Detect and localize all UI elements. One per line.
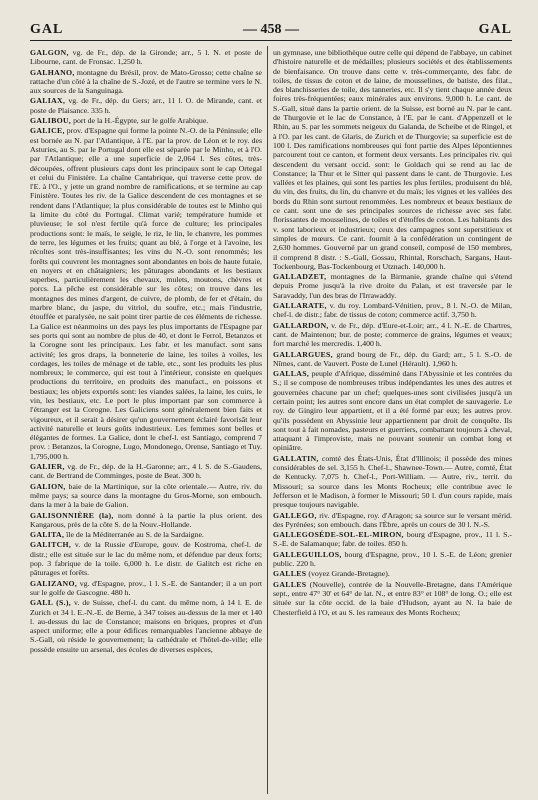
right-column bbox=[273, 48, 512, 796]
entry-text: riv. d'Espagne, roy. d'Aragon; sa source sur le versant mérid. des Pyrénées; son embouch. dans l'Èbre, après un cours de 30 l. N.-S. bbox=[273, 510, 512, 529]
entry-text: bourg d'Espagne, prov., 11 l. S.-S.-E. de Salamanque; fabr. de toiles. 850 h. bbox=[273, 530, 512, 549]
entry-text: île de la Méditerranée au S. de la Sardaigne. bbox=[64, 530, 204, 540]
entry-headword: GALICE, bbox=[30, 126, 65, 136]
dictionary-entry bbox=[30, 530, 262, 539]
header-left-word: GAL bbox=[30, 22, 64, 37]
header-right-word: GAL bbox=[478, 22, 512, 37]
entry-headword: GALISONNIÈRE (la), bbox=[30, 510, 114, 520]
entry-headword: GALLEGO, bbox=[273, 510, 317, 520]
entry-text: prov. d'Espagne qui forme la pointe N.-O. de la Péninsule; elle est bornée au N. par l'Atlantique, à l'E. par la prov. de Léon et le roy. des Asturies, au S. par le Portugal dont elle est séparée par le Minho, et à l'O. par l'Atlantique; elle a une superficie de 2,064 l. Ses côtes, très-découpées, offrent plusieurs caps dont les principaux sont le cap Ortegal et celui du Finistère. La chaîne Cantabrique, qui traverse cette prov. de l'E. à l'O., y jette un grand nombre de ramifications, et se termine au cap Finistère. Toutes les riv. de la Galice descendent de ces montagnes et se rendent dans l'Atlantique; la plus considérable de toutes est le Minho qui la limite du côté du Portugal. Climat varié; température humide et pluvieuse; le sol n'est fertile qu'à force de culture; les principales productions sont: le maïs, le seigle, le riz, le lin, le chanvre, les pommes de terre, les légumes et les fruits; quant au blé, à l'orge et à l'avoine, les récoltes sont très-insuffisantes; les vins du N.-O. sont renommés; les forêts qui couvrent les montagnes sont abondantes en bois de haute futaie, en noyers et en châtaigniers; les pâturages abondants et les bestiaux superbes, particulièrement les chevaux, mulets, moutons, chèvres et porcs. La pêche est considérable sur les côtes; on trouve dans les montagnes des mines d'argent, de cuivre, de plomb, de fer et d'étain, du marbre blanc, du jaspe, du vitriol, du soufre, etc.; mais l'industrie, étouffée et paralysée, ne sait point tirer partie de ces éléments de richesse. La Galice est néanmoins un des pays les plus importants de l'Espagne par ses ports qui sont au nombre de plus de 40, et dont le Ferrol, Betanzos et la Corogne sont les principaux. Les fabr. et les manufact. sont sans activité; les gros draps, la bonneterie de laine, les toiles à voiles, les cordages, les toiles de ménage et de table, etc., sont les produits les plus nombreux; le commerce, qui est tout à l'intérieur, consiste en quelques productions du territoire, en produits des manufact., en poissons et bestiaux; les objets exportés sont: les viandes salées, la laine, les cuirs, le vin, les bestiaux, etc. Le port le plus important par son commerce à l'étranger est la Corogne. Les Galiciens sont généralement bien faits et vigoureux, et il serait à désirer qu'un gouvernement éclairé favorisât leur activité naturelle et leurs goûts industrieux. Les femmes sont belles et élégantes de formes. La Galice, dont le chef-l. est Santiago, comprend 7 prov. : Betanzos, la Corogne, Lugo, Mondonego, Orense, Santiago et Tuy. 1,795,000 h. bbox=[30, 126, 262, 461]
entry-text: v. du roy. Lombard-Vénitien, prov., 8 l. N.-O. de Milan, chef-l. de distr.; fabr. de tissus de coton; commerce actif. 3,750 h. bbox=[273, 301, 512, 320]
entry-headword: GALGON, bbox=[30, 48, 69, 57]
entry-headword: GALLADZET, bbox=[273, 272, 327, 282]
entry-headword: GALIER, bbox=[30, 462, 65, 472]
entry-headword: GALIZANO, bbox=[30, 578, 78, 588]
entry-text: un gymnase, une bibliothèque outre celle qui dépend de l'abbaye, un cabinet d'histoire naturelle et de médailles; plusieurs sociétés et des établissements de bienfaisance. On trouve dans cette v. très-commerçante, des fabr. de toiles, de tissus de coton et de laine, de mousselines, de batiste, des filat., des blanchisseries de toile, des tanneries, etc. Il s'y tient chaque année deux foires très-fréquentées; eaux minérales aux environs. 9,000 h. Le cant. de S.-Gall, situé dans la partie orient. de la Suisse, est borné au N. par le cant. de Thurgovie et le lac de Constance, à l'E. par le cant. d'Appenzell et le Rhin, au S. par les sommets neigeux du Galanda, de Scheibe et de Ringel, et à l'O. par les cant. de Glaris, de Zurich et de Thurgovie; sa superficie est de 100 l. Des ramifications nombreuses qui font partie des Alpes lépontiennes parcourent tout ce canton, et forment deux versants. Les principales riv. qui descendent du versant occid. sont: le Goldach qui se rend au lac de Constance; la Thur et le Sitter qui passent dans le cant. de Thurgovie. Les vallées et les plaines, qui sont les parties les plus fertiles, produisent du blé, du vin, des fruits, du lin, du chanvre et du maïs; les vignes et les vallées des bords du Rhin sont surtout renommées. Les nombreux et beaux bestiaux de ce cant. sont une de ses principales sources de richesse avec ses fabr. florissantes de mousselines, de toiles et d'étoffes de coton. Les habitants des v. sont laborieux et industrieux; ceux des campagnes sont superstitieux et simples de mœurs. Ce cant. fournit à la confédération un contingent de 2,630 hommes. Gouverné par un grand conseil, composé de 150 membres, il comprend 8 distr. : S.-Gall, Gossau, Rhintal, Rorschach, Sargans, Haut-Tockenbourg, Bas-Tockenbourg et Utznach. 140,000 h. bbox=[273, 48, 512, 271]
entry-text: vg. de Fr., dép. du Gers; arr., 11 l. O. de Mirande, cant. et poste de Plaisance. 335 h. bbox=[30, 96, 262, 115]
dictionary-entry bbox=[30, 579, 262, 598]
dictionary-entry bbox=[273, 350, 512, 369]
dictionary-entry bbox=[30, 462, 262, 481]
column-divider bbox=[267, 46, 268, 794]
left-column bbox=[30, 48, 262, 796]
dictionary-entry bbox=[273, 530, 512, 549]
entry-headword: GALIBOU, bbox=[30, 116, 72, 126]
running-header bbox=[30, 22, 512, 40]
entry-text: baie de la Martinique, sur la côte orientale.— Autre, riv. du même pays; sa source dans la montagne du Gros-Morne, son embouch. dans la mer à la baie de Galion. bbox=[30, 481, 262, 510]
dictionary-entry bbox=[273, 369, 512, 453]
entry-text: bourg d'Espagne, prov., 10 l. S.-E. de Léon; grenier public. 220 h. bbox=[273, 549, 512, 569]
entry-text: port de la H.-Égypte, sur le golfe Arabique. bbox=[71, 116, 209, 126]
entry-headword: GALLARGUES, bbox=[273, 349, 333, 359]
dictionary-entry bbox=[30, 598, 262, 654]
entry-headword: GALLARATE, bbox=[273, 301, 327, 311]
dictionary-entry bbox=[273, 454, 512, 510]
entry-text: peuple d'Afrique, disséminé dans l'Abyssinie et les contrées du S.; il se compose de nombreuses tribus indépendantes les unes des autres et gouvernées chacune par un chef; quelques-unes sont civilisées jusqu'à un certain point; les autres sont encore dans un état complet de sauvagerie. Le roy. de Gingiro leur appartient, et il a été formé par eux; les autres prov. qu'ils possèdent en Abyssinie leur appartiennent par droit de conquête. Ils sont tout à fait nomades, pasteurs et guerriers, combattant toujours à cheval, attaquant à l'improviste, mais ne pouvant soutenir un combat long et opiniâtre. bbox=[273, 369, 512, 453]
dictionary-entry bbox=[273, 48, 512, 271]
entry-text: (Nouvelle), contrée de la Nouvelle-Bretagne, dans l'Amérique sept., entre 47° 30' et 64° de lat. N., et entre 83° et 108° de long. O.; elle est située sur la côte occid. de la baie d'Hudson, ayant au N. la baie de Chesterfield à l'O, et au S. les rameaux des Monts Rocheux; bbox=[273, 579, 512, 617]
entry-text: montagne du Brésil, prov. de Mato-Grosso; cette chaîne se rattache d'un côté à la chaîne de S.-Jozé, et de l'autre se termine vers le N. aux sources de la Sanguinaga. bbox=[30, 67, 262, 96]
dictionary-entry bbox=[273, 550, 512, 569]
entry-text: (voyez Grande-Bretagne). bbox=[306, 569, 390, 579]
dictionary-entry bbox=[30, 482, 262, 510]
dictionary-entry bbox=[30, 126, 262, 461]
entry-text: montagnes de la Birmanie, grande chaîne qui s'étend depuis Prome jusqu'à la rive droite du Palan, et est traversée par le Saravaddy, l'un des bras de l'Irrawaddy. bbox=[273, 272, 512, 300]
dictionary-entry bbox=[273, 569, 512, 578]
entry-headword: GALITCH, bbox=[30, 540, 72, 550]
entry-text: v. de Fr., dép. d'Eure-et-Loir; arr., 4 l. N.-E. de Chartres, cant. de Maintenon; bur. de poste; commerce de grains, légumes et veaux; fort marché les mercredis. 1,400 h. bbox=[273, 320, 512, 349]
entry-headword: GALITA, bbox=[30, 530, 65, 540]
entry-text: vg. de Fr., dép. de la H.-Garonne; arr., 4 l. S. de S.-Gaudens, cant. de Bertrand de Comminges, poste de Beat. 300 h. bbox=[30, 462, 262, 481]
dictionary-entry bbox=[30, 540, 262, 577]
dictionary-entry bbox=[273, 321, 512, 349]
entry-text: grand bourg de Fr., dép. du Gard; arr., 5 l. S.-O. de Nîmes, cant. de Vauvert. Poste de Lunel (Hérault). 1,960 h. bbox=[273, 349, 512, 368]
entry-headword: GALHANO, bbox=[30, 67, 75, 77]
entry-headword: GALLARDON, bbox=[273, 320, 329, 330]
entry-headword: GALLATIN, bbox=[273, 453, 319, 463]
dictionary-entry bbox=[30, 48, 262, 67]
entry-headword: GALLEGOSÉDE-SOL-EL-MIRON, bbox=[273, 530, 404, 540]
dictionary-entry bbox=[30, 96, 262, 115]
entry-headword: GALL (S.), bbox=[30, 598, 72, 608]
header-rule bbox=[30, 40, 512, 41]
entry-text: nom donné à la partie la plus orient. des Kangarous, près de la côte S. de la Nouv.-Hollande. bbox=[30, 510, 262, 529]
entry-headword: GALLES bbox=[273, 579, 307, 589]
entry-headword: GALLES bbox=[273, 569, 307, 579]
entry-headword: GALION, bbox=[30, 481, 66, 491]
dictionary-entry bbox=[273, 511, 512, 530]
entry-headword: GALLEGUILLOS, bbox=[273, 549, 342, 559]
dictionary-entry bbox=[273, 301, 512, 320]
dictionary-entry bbox=[30, 116, 262, 125]
entry-headword: GALIAX, bbox=[30, 96, 66, 106]
dictionary-entry bbox=[273, 580, 512, 617]
entry-text: vg. de Fr., dép. de la Gironde; arr., 5 l. N. et poste de Libourne, cant. de Fronsac. 1,250 h. bbox=[30, 48, 262, 67]
entry-text: comté des États-Unis, État d'Illinois; il possède des mines considérables de sel. 3,155 h. Chef-l., Shawnee-Town.— Autre, comté, État de Kentucky. 7,075 h. Chef-l., Port-William. — Autre, riv., territ. du Missouri; sa source dans les Monts Rocheux; elle contribue avec le Jefferson et le Madison, à former le Missouri; 50 l. d'un cours rapide, mais presque toujours navigable. bbox=[273, 453, 512, 510]
dictionary-entry bbox=[30, 511, 262, 530]
dictionary-entry bbox=[30, 68, 262, 96]
entry-text: vg. d'Espagne, prov., 1 l. S.-E. de Santander; il a un port sur le golfe de Gascogne. 480 h. bbox=[30, 578, 262, 597]
entry-text: v. de la Russie d'Europe, gouv. de Kostroma, chef-l. de distr.; elle est située sur le lac du même nom, et défendue par deux forts; pop. 3 fabrique de la toile. 6,000 h. Le distr. de Galitch est riche en pâturages et forêts. bbox=[30, 540, 262, 578]
entry-text: v. de Suisse, chef-l. du cant. du même nom, à 14 l. E. de Zurich et 34 l. E.-N.-E. de Berne, à 347 toises au-dessus de la mer et 140 l. au-dessus du lac de Constance; maisons en briques, propres et d'un aspect uniforme; elle a pour édifices remarquables l'ancienne abbaye de S.-Gall, où réside le gouvernement; la cathédrale et l'hôtel-de-ville; elle possède ensuite un arsenal, des écoles de diverses espèces, bbox=[30, 598, 262, 654]
dictionary-entry bbox=[273, 272, 512, 300]
entry-headword: GALLAS, bbox=[273, 369, 310, 379]
page-number: — 458 — bbox=[243, 22, 299, 37]
